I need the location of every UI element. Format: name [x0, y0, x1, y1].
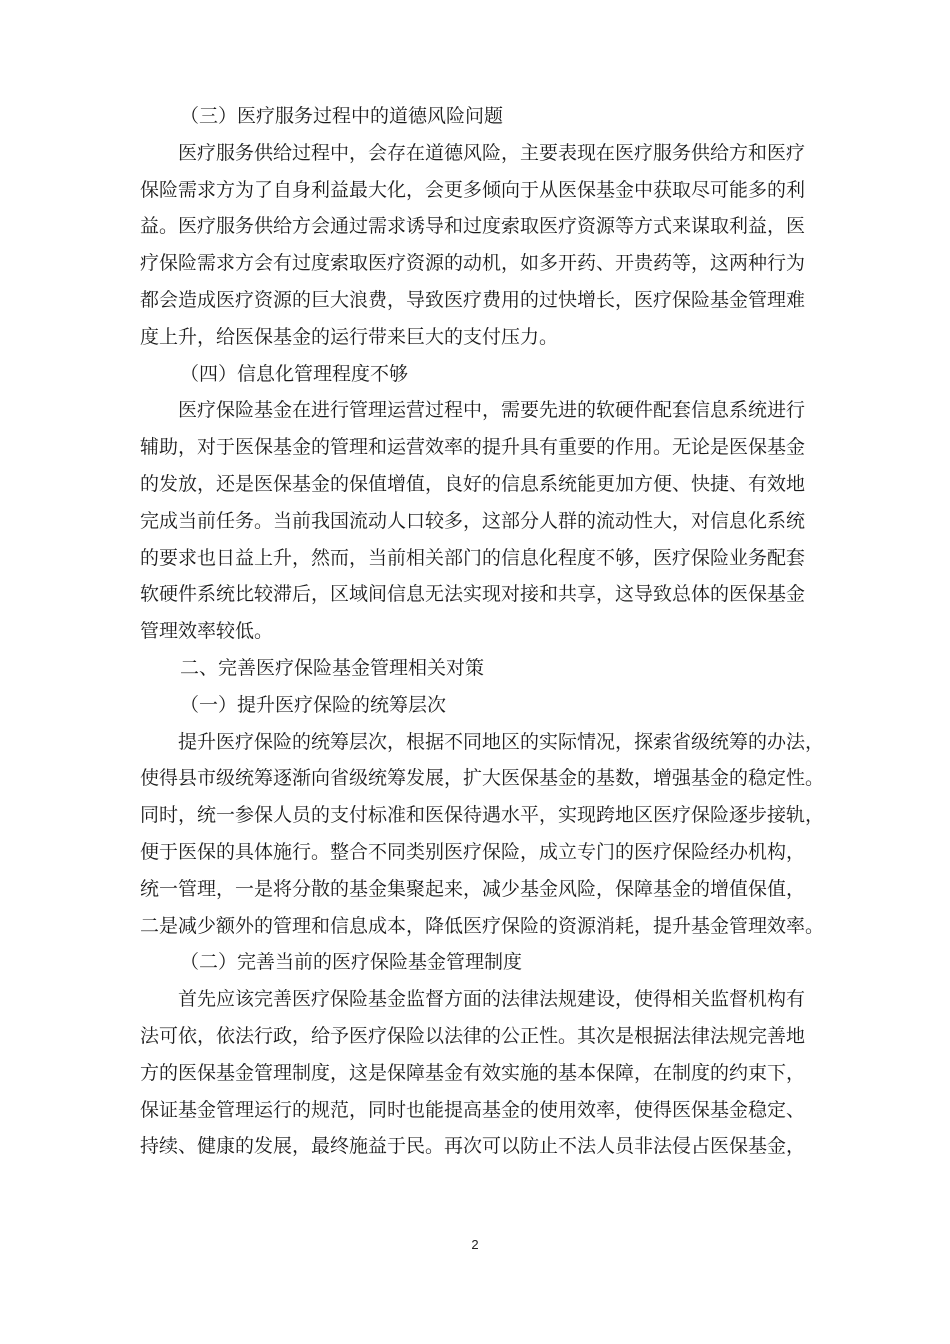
paragraph-informatization [140, 392, 820, 650]
paragraph-line: 软硬件系统比较滞后，区域间信息无法实现对接和共享，这导致总体的医保基金 [140, 583, 806, 606]
heading-measure-1 [140, 687, 820, 724]
paragraph-line: 便于医保的具体施行。整合不同类别医疗保险，成立专门的医疗保险经办机构， [140, 840, 806, 863]
paragraph-line: 首先应该完善医疗保险基金监督方面的法律法规建设，使得相关监督机构有 [178, 988, 806, 1011]
document-body [140, 98, 825, 1165]
paragraph-line: 的要求也日益上升，然而，当前相关部门的信息化程度不够，医疗保险业务配套 [140, 546, 806, 569]
paragraph-line: 使得县市级统筹逐渐向省级统筹发展，扩大医保基金的基数，增强基金的稳定性。 [140, 767, 825, 790]
heading-section-4 [140, 356, 820, 393]
paragraph-line: 统一管理，一是将分散的基金集聚起来，减少基金风险，保障基金的增值保值， [140, 877, 806, 900]
paragraph-line: 提升医疗保险的统筹层次，根据不同地区的实际情况，探索省级统筹的办法， [178, 730, 825, 753]
paragraph-moral-risk [140, 135, 820, 356]
paragraph-line: 管理效率较低。 [140, 620, 274, 643]
paragraph-line: 医疗保险基金在进行管理运营过程中，需要先进的软硬件配套信息系统进行 [178, 399, 806, 422]
section-heading: 二、完善医疗保险基金管理相关对策 [180, 656, 485, 679]
paragraph-line: 保证基金管理运行的规范，同时也能提高基金的使用效率，使得医保基金稳定、 [140, 1098, 806, 1121]
heading-section-3 [140, 98, 820, 135]
heading-measure-2 [140, 944, 820, 981]
paragraph-line: 二是减少额外的管理和信息成本，降低医疗保险的资源消耗，提升基金管理效率。 [140, 914, 825, 937]
page-number: 2 [471, 1237, 479, 1252]
section-heading: （二）完善当前的医疗保险基金管理制度 [180, 951, 523, 974]
paragraph-line: 医疗服务供给过程中，会存在道德风险，主要表现在医疗服务供给方和医疗 [178, 141, 806, 164]
paragraph-line: 法可依，依法行政，给予医疗保险以法律的公正性。其次是根据法律法规完善地 [140, 1024, 806, 1047]
paragraph-line: 完成当前任务。当前我国流动人口较多，这部分人群的流动性大，对信息化系统 [140, 509, 806, 532]
paragraph-coordination-level [140, 724, 825, 945]
section-heading: （一）提升医疗保险的统筹层次 [180, 693, 447, 716]
paragraph-line: 疗保险需求方会有过度索取医疗资源的动机，如多开药、开贵药等，这两种行为 [140, 252, 806, 275]
paragraph-line: 的发放，还是医保基金的保值增值，良好的信息系统能更加方便、快捷、有效地 [140, 472, 806, 495]
section-heading: （三）医疗服务过程中的道德风险问题 [180, 105, 504, 127]
paragraph-line: 益。医疗服务供给方会通过需求诱导和过度索取医疗资源等方式来谋取利益，医 [140, 215, 806, 238]
paragraph-line: 都会造成医疗资源的巨大浪费，导致医疗费用的过快增长，医疗保险基金管理难 [140, 288, 806, 311]
heading-part-2 [140, 650, 820, 687]
paragraph-line: 同时，统一参保人员的支付标准和医保待遇水平，实现跨地区医疗保险逐步接轨， [140, 804, 825, 827]
section-heading: （四）信息化管理程度不够 [180, 362, 409, 385]
paragraph-line: 度上升，给医保基金的运行带来巨大的支付压力。 [140, 325, 559, 348]
paragraph-line: 持续、健康的发展，最终施益于民。再次可以防止不法人员非法侵占医保基金， [140, 1135, 806, 1158]
paragraph-line: 方的医保基金管理制度，这是保障基金有效实施的基本保障，在制度的约束下， [140, 1061, 806, 1084]
paragraph-line: 保险需求方为了自身利益最大化，会更多倾向于从医保基金中获取尽可能多的利 [140, 178, 806, 201]
paragraph-line: 辅助，对于医保基金的管理和运营效率的提升具有重要的作用。无论是医保基金 [140, 436, 806, 459]
paragraph-management-system [140, 981, 820, 1165]
